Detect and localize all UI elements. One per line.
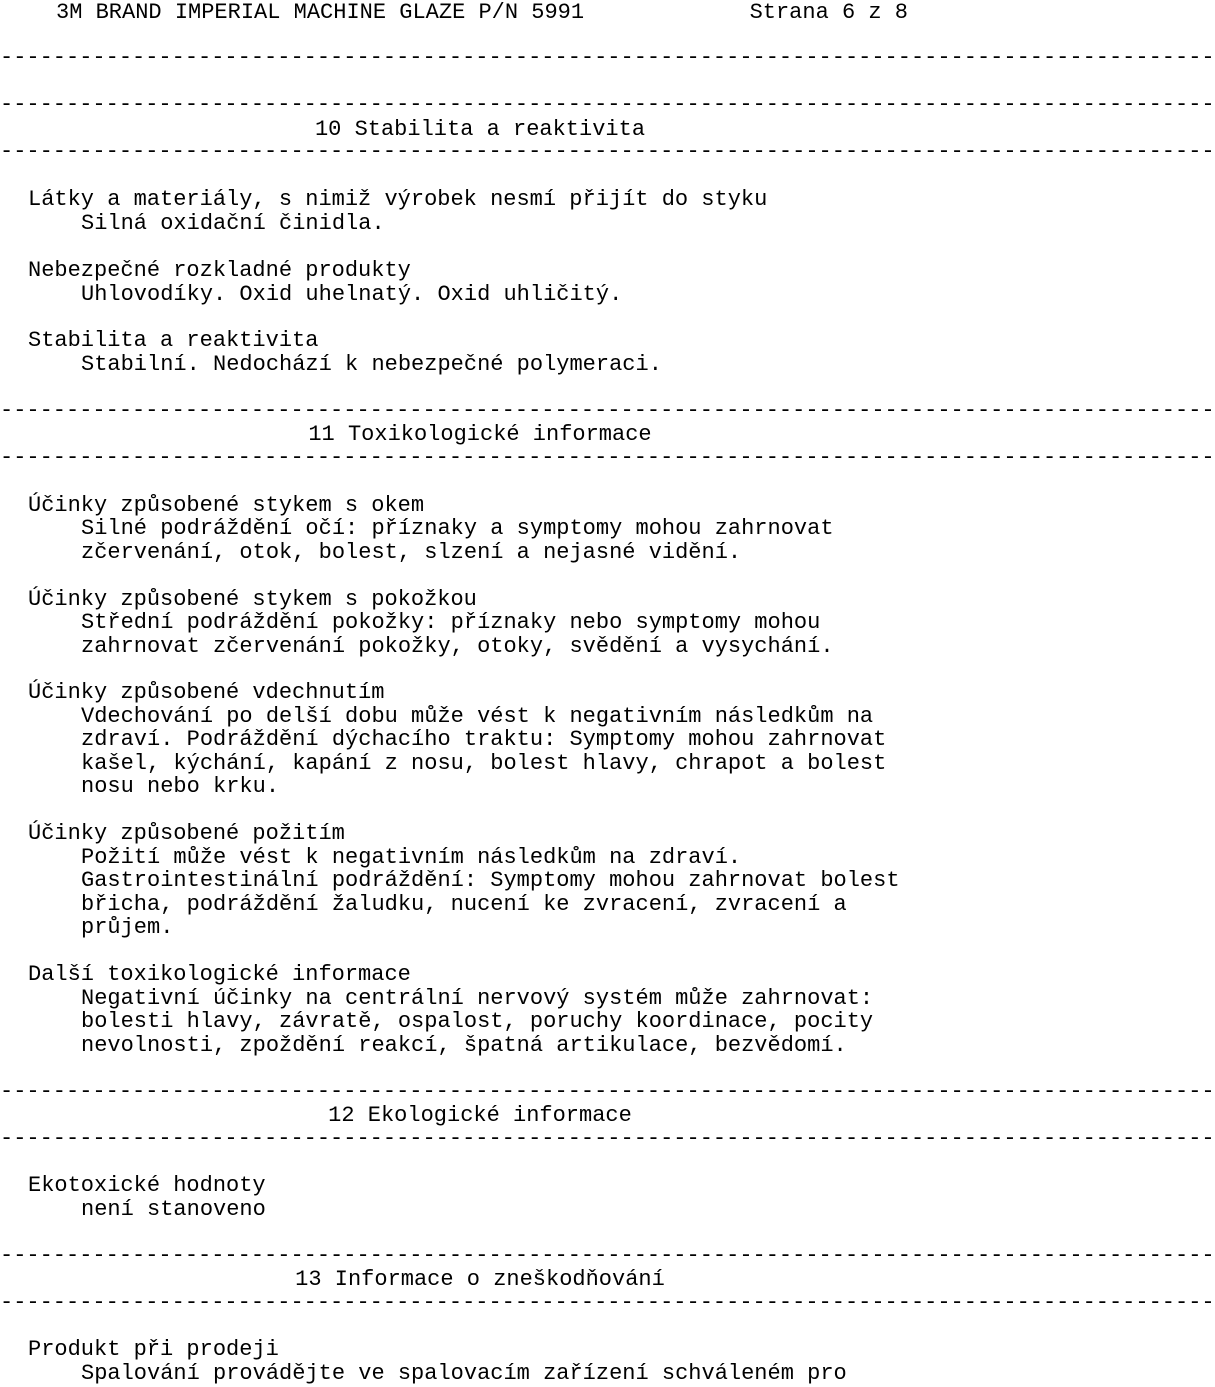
divider: -------------------------------------------------------------------------------------------- [0,92,1215,117]
field-label: Účinky způsobené stykem s okem [28,493,425,518]
field-label: Účinky způsobené požitím [28,821,345,846]
divider: -------------------------------------------------------------------------------------------- [0,45,1215,70]
field-label: Účinky způsobené vdechnutím [28,680,385,705]
field-value: Gastrointestinální podráždění: Symptomy mohou zahrnovat bolest [81,868,900,893]
field-value: bolesti hlavy, závratě, ospalost, poruchy koordinace, pocity [81,1009,874,1034]
page-number: Strana 6 z 8 [749,0,908,25]
field-value: Spalování provádějte ve spalovacím zařízení schváleném pro [81,1361,847,1386]
field-label: Látky a materiály, s nimiž výrobek nesmí přijít do styku [28,187,768,212]
field-label: Produkt při prodeji [28,1337,279,1362]
field-value: není stanoveno [81,1197,266,1222]
field-value: zahrnovat zčervenání pokožky, otoky, svědění a vysychání. [81,634,834,659]
field-value: Střední podráždění pokožky: příznaky nebo symptomy mohou [81,610,821,635]
field-value: nosu nebo krku. [81,774,280,799]
divider: -------------------------------------------------------------------------------------------- [0,1243,1215,1268]
field-value: Stabilní. Nedochází k nebezpečné polymeraci. [81,352,662,377]
field-value: Vdechování po delší dobu může vést k negativním následkům na [81,704,874,729]
divider: -------------------------------------------------------------------------------------------- [0,445,1215,470]
document-title: 3M BRAND IMPERIAL MACHINE GLAZE P/N 5991 [56,0,585,25]
field-label: Další toxikologické informace [28,962,411,987]
field-value: Silná oxidační činidla. [81,211,385,236]
field-value: Silné podráždění očí: příznaky a symptomy mohou zahrnovat [81,516,834,541]
section-title: 10 Stabilita a reaktivita [314,117,646,142]
field-value: zčervenání, otok, bolest, slzení a nejasné vidění. [81,540,742,565]
divider: -------------------------------------------------------------------------------------------- [0,1290,1215,1315]
field-value: Negativní účinky na centrální nervový systém může zahrnovat: [81,986,874,1011]
field-label: Účinky způsobené stykem s pokožkou [28,587,477,612]
field-value: břicha, podráždění žaludku, nucení ke zvracení, zvracení a [81,892,847,917]
field-value: Požití může vést k negativním následkům na zdraví. [81,845,742,870]
divider: -------------------------------------------------------------------------------------------- [0,398,1215,423]
field-label: Ekotoxické hodnoty [28,1173,266,1198]
field-label: Stabilita a reaktivita [28,328,319,353]
divider: -------------------------------------------------------------------------------------------- [0,139,1215,164]
field-label: Nebezpečné rozkladné produkty [28,258,411,283]
field-value: Uhlovodíky. Oxid uhelnatý. Oxid uhličitý. [81,282,623,307]
divider: -------------------------------------------------------------------------------------------- [0,1126,1215,1151]
divider: -------------------------------------------------------------------------------------------- [0,1079,1215,1104]
field-value: kašel, kýchání, kapání z nosu, bolest hlavy, chrapot a bolest [81,751,887,776]
field-value: nevolnosti, zpoždění reakcí, špatná artikulace, bezvědomí. [81,1033,847,1058]
section-title: 11 Toxikologické informace [308,422,652,447]
section-title: 13 Informace o zneškodňování [295,1267,665,1292]
field-value: průjem. [81,915,174,940]
section-title: 12 Ekologické informace [328,1103,632,1128]
field-value: zdraví. Podráždění dýchacího traktu: Symptomy mohou zahrnovat [81,727,887,752]
